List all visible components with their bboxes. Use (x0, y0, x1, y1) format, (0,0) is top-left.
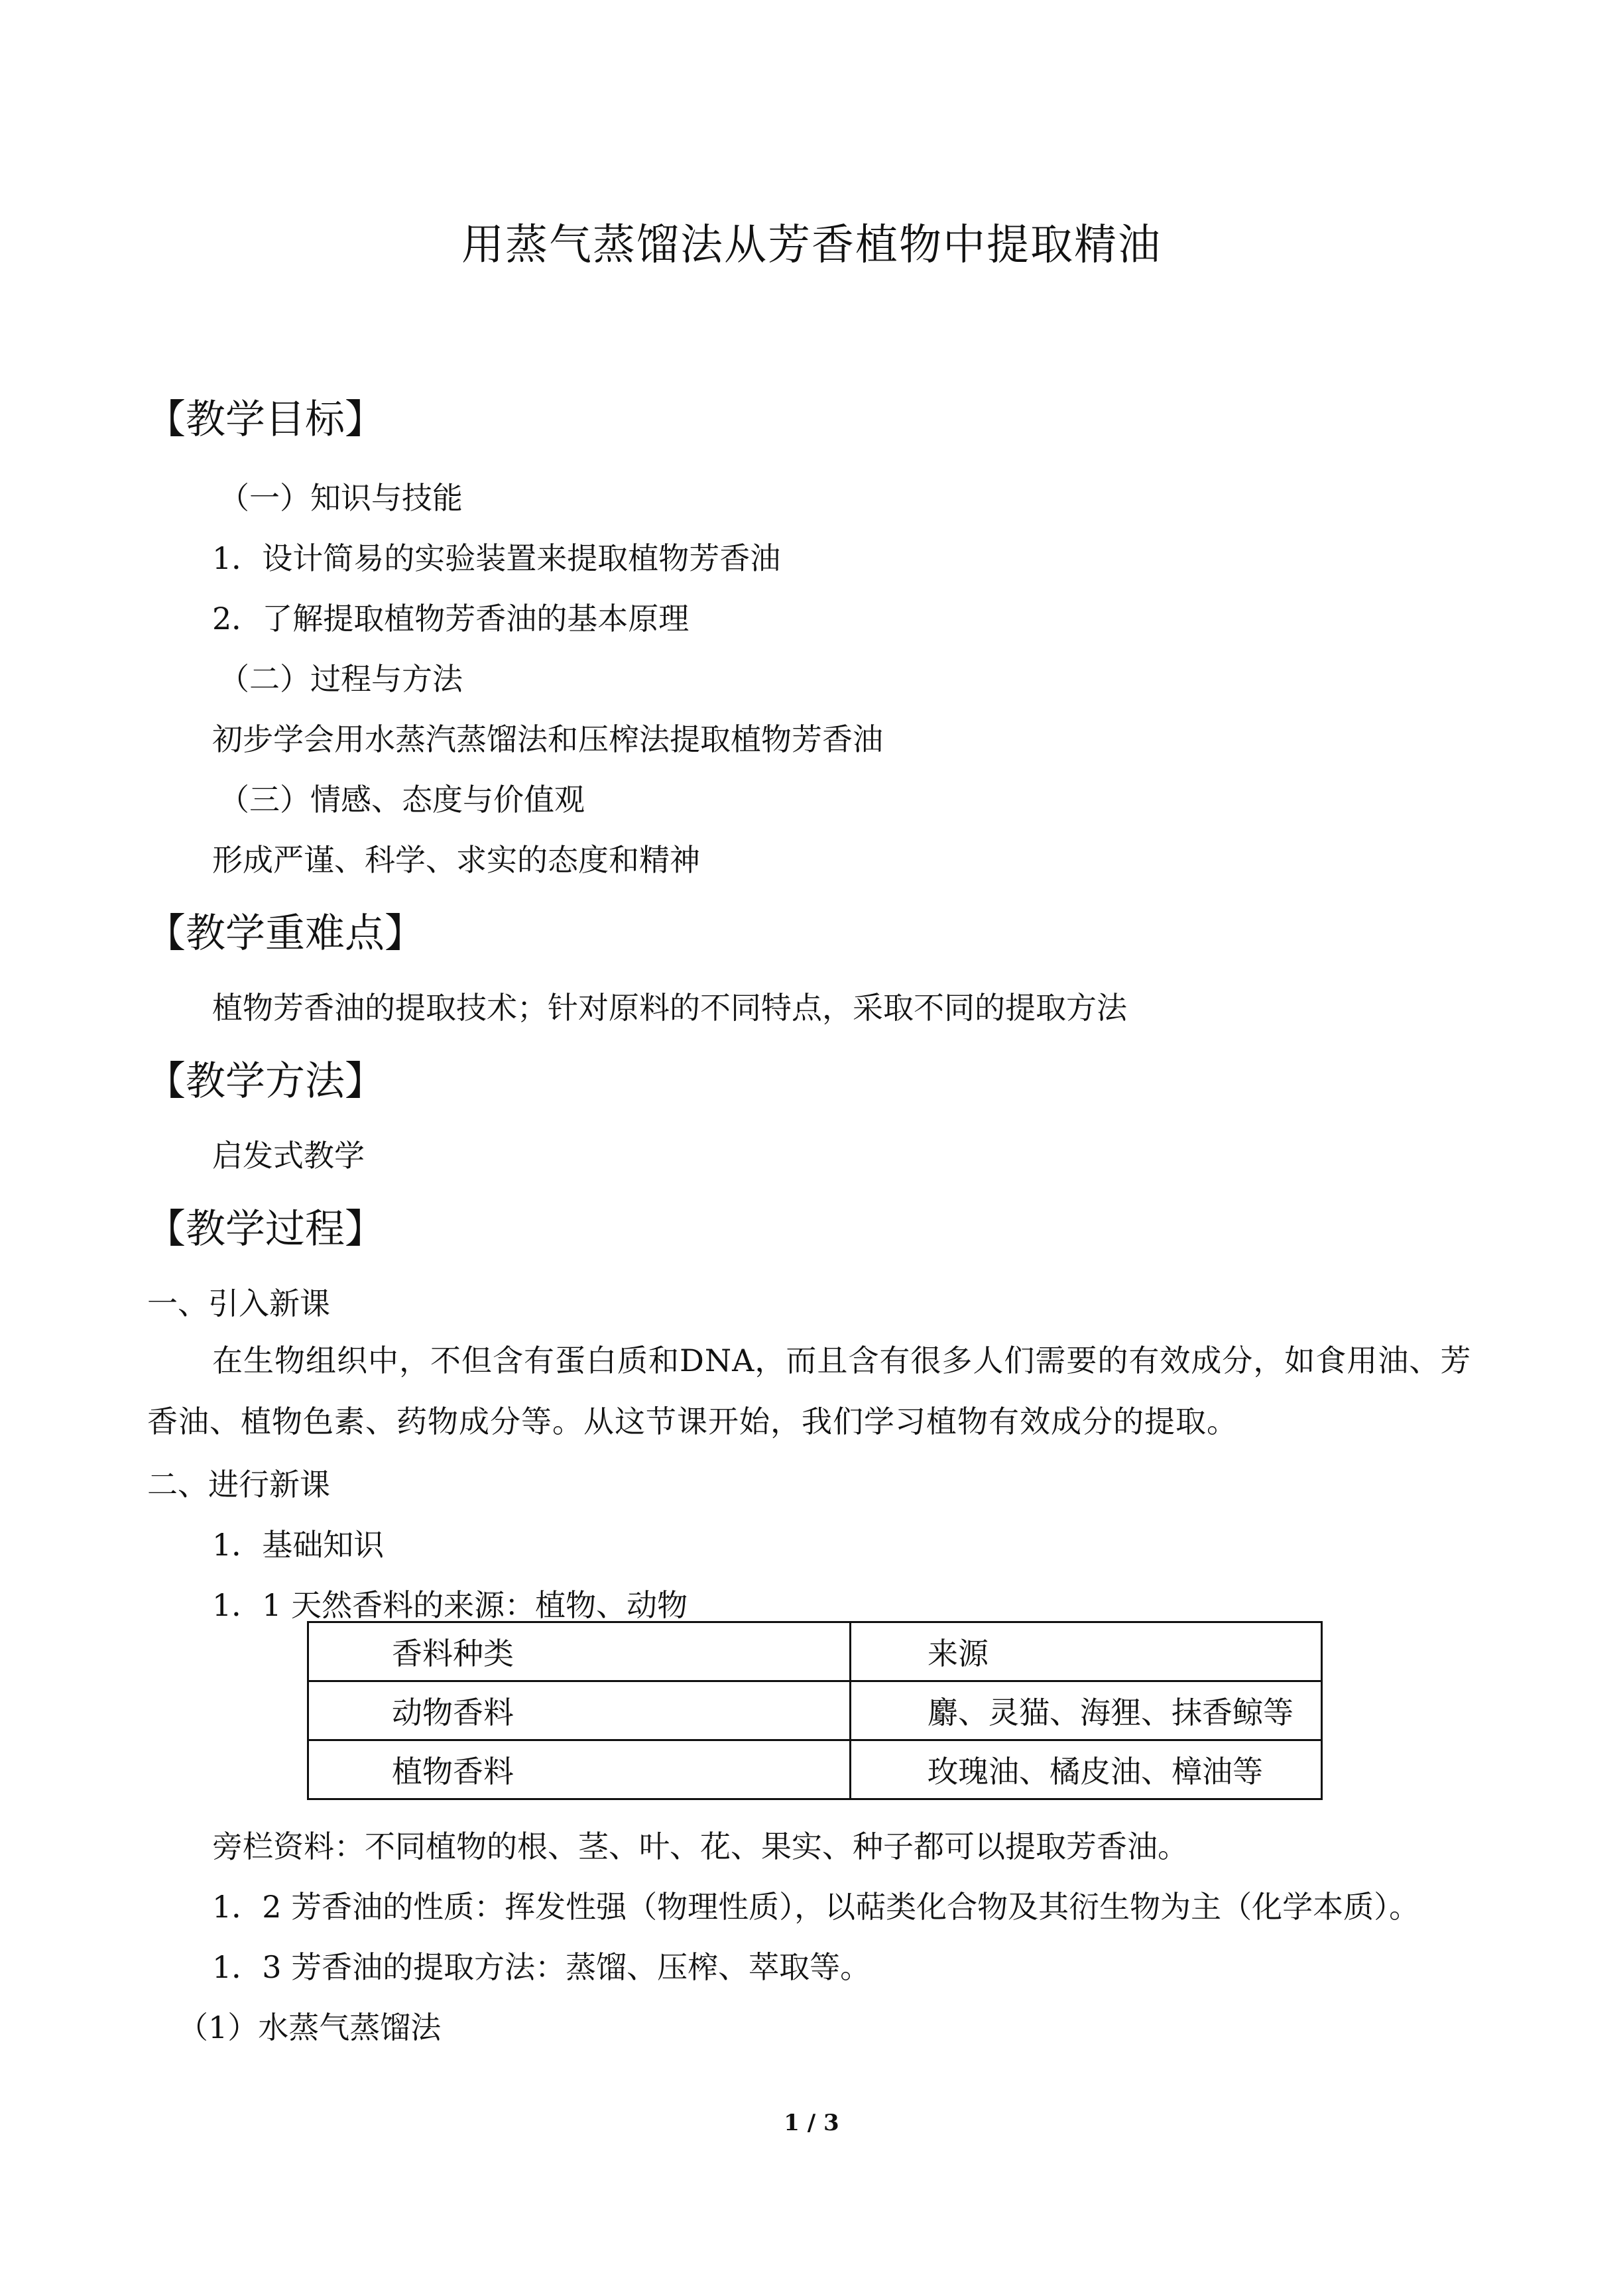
table-header-cell: 香料种类 (308, 1622, 851, 1681)
item-1-1: 1．1 天然香料的来源：植物、动物 (212, 1587, 688, 1623)
objectives-process-title: （二）过程与方法 (219, 661, 463, 697)
objectives-knowledge-title: （一）知识与技能 (219, 480, 463, 516)
table-header-row (308, 1622, 1322, 1681)
heading-key-points: 【教学重难点】 (146, 910, 424, 957)
table-row (308, 1681, 1322, 1740)
table-cell: 麝、灵猫、海狸、抹香鲸等 (851, 1681, 1322, 1740)
heading-objectives: 【教学目标】 (146, 396, 385, 443)
process-part1-title: 一、引入新课 (147, 1286, 330, 1321)
sidebar-note: 旁栏资料：不同植物的根、茎、叶、花、果实、种子都可以提取芳香油。 (212, 1829, 1188, 1864)
heading-methods: 【教学方法】 (146, 1058, 385, 1105)
objectives-knowledge-item-1: 1．设计简易的实验装置来提取植物芳香油 (212, 540, 781, 576)
item-1-3: 1．3 芳香油的提取方法：蒸馏、压榨、萃取等。 (212, 1949, 871, 1985)
page-number: 1 / 3 (784, 2110, 839, 2136)
methods-text: 启发式教学 (212, 1138, 365, 1174)
table-cell: 动物香料 (308, 1681, 851, 1740)
table-cell: 植物香料 (308, 1740, 851, 1799)
objectives-emotion-text: 形成严谨、科学、求实的态度和精神 (212, 842, 700, 878)
objectives-emotion-title: （三）情感、态度与价值观 (219, 782, 585, 817)
basic-knowledge-title: 1．基础知识 (212, 1527, 385, 1563)
objectives-knowledge-item-2: 2．了解提取植物芳香油的基本原理 (212, 601, 690, 636)
objectives-process-text: 初步学会用水蒸汽蒸馏法和压榨法提取植物芳香油 (212, 721, 883, 757)
page-title: 用蒸气蒸馏法从芳香植物中提取精油 (461, 221, 1162, 270)
item-1-2: 1．2 芳香油的性质：挥发性强（物理性质），以萜类化合物及其衍生物为主（化学本质）。 (212, 1889, 1420, 1925)
heading-process: 【教学过程】 (146, 1206, 385, 1252)
table-cell: 玫瑰油、橘皮油、樟油等 (851, 1740, 1322, 1799)
key-points-text: 植物芳香油的提取技术；针对原料的不同特点，采取不同的提取方法 (212, 990, 1127, 1026)
table-row (308, 1740, 1322, 1799)
table-header-cell: 来源 (851, 1622, 1322, 1681)
method-1-title: （1）水蒸气蒸馏法 (178, 2010, 442, 2045)
process-part1-paragraph: 在生物组织中，不但含有蛋白质和DNA，而且含有很多人们需要的有效成分，如食用油、芳香油、植物色素、药物成分等。从这节课开始，我们学习植物有效成分的提取。 (147, 1343, 1472, 1439)
process-part2-title: 二、进行新课 (147, 1467, 330, 1502)
fragrance-source-table (307, 1621, 1323, 1800)
